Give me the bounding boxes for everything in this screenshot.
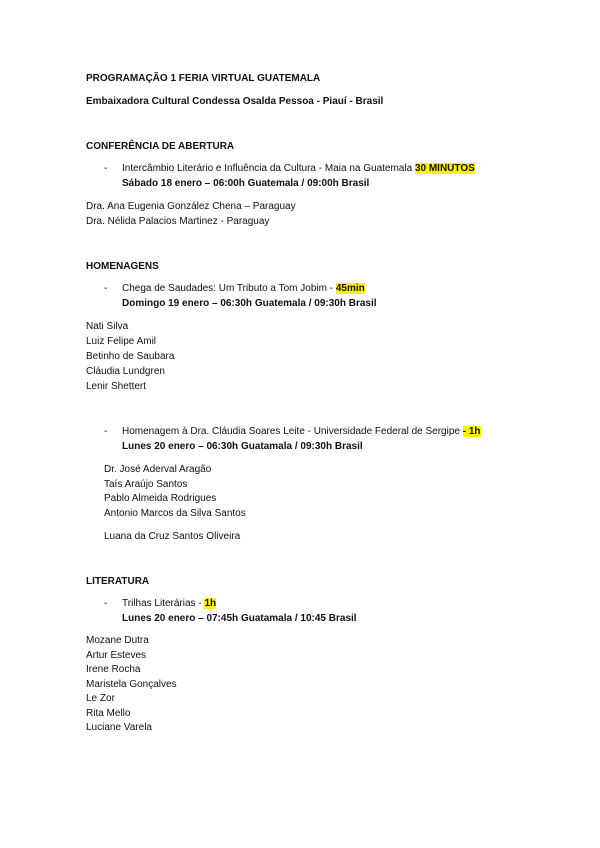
bullet-dash: - [104,426,108,437]
event-homenagem-2 [122,425,481,438]
section-heading-homenagens: HOMENAGENS [86,261,159,272]
person-homenagem-1: Betinho de Saubara [86,351,175,362]
person-homenagem-1: Luiz Felipe Amil [86,336,157,347]
person-literatura: Irene Rocha [86,664,141,675]
event-literatura-title: Trilhas Literárias - [122,598,205,609]
bullet-dash: - [104,163,108,174]
person-literatura: Rita Mello [86,708,131,719]
person-homenagem-2-extra: Luana da Cruz Santos Oliveira [104,531,241,542]
bullet-dash: - [104,598,108,609]
person-literatura: Mozane Dutra [86,635,149,646]
event-abertura-duration: 30 MINUTOS [414,163,475,174]
event-homenagem-2-duration: - 1h [462,426,481,437]
event-homenagem-1-title: Chega de Saudades: Um Tributo a Tom Jobim - [122,283,336,294]
person-literatura: Le Zor [86,693,115,704]
event-literatura-date: Lunes 20 enero – 07:45h Guatamala / 10:45 Brasil [122,613,357,624]
person-homenagem-2: Antonio Marcos da Silva Santos [104,508,246,519]
person-abertura-1: Dra. Ana Eugenia González Chena – Paraguay [86,201,296,212]
person-homenagem-2: Dr. José Aderval Aragão [104,464,212,475]
person-homenagem-2: Pablo Almeida Rodrigues [104,493,217,504]
event-abertura-date: Sábado 18 enero – 06:00h Guatemala / 09:00h Brasil [122,178,370,189]
event-literatura-duration: 1h [204,598,217,609]
event-homenagem-1 [122,282,365,295]
event-abertura [122,162,475,175]
event-homenagem-1-date: Domingo 19 enero – 06:30h Guatemala / 09:30h Brasil [122,298,377,309]
section-heading-literatura: LITERATURA [86,576,150,587]
page-title: PROGRAMAÇÃO 1 FERIA VIRTUAL GUATEMALA [86,73,321,84]
event-homenagem-2-date: Lunes 20 enero – 06:30h Guatamala / 09:30h Brasil [122,441,363,452]
person-homenagem-1: Nati Silva [86,321,129,332]
event-homenagem-1-duration: 45min [335,283,365,294]
page-subtitle: Embaixadora Cultural Condessa Osalda Pessoa - Piauí - Brasil [86,96,384,107]
event-homenagem-2-title: Homenagem à Dra. Cláudia Soares Leite - Universidade Federal de Sergipe [122,426,463,437]
bullet-dash: - [104,283,108,294]
person-literatura: Artur Esteves [86,650,147,661]
person-literatura: Luciane Varela [86,722,152,733]
person-literatura: Maristela Gonçalves [86,679,177,690]
person-homenagem-1: Lenir Shettert [86,381,147,392]
person-abertura-2: Dra. Nélida Palacios Martinez - Paraguay [86,216,270,227]
event-abertura-title: Intercâmbio Literário e Influência da Cultura - Maia na Guatemala [122,163,415,174]
event-literatura [122,597,216,610]
section-heading-abertura: CONFERÊNCIA DE ABERTURA [86,141,235,152]
person-homenagem-2: Taís Araújo Santos [104,479,188,490]
person-homenagem-1: Cláudia Lundgren [86,366,165,377]
